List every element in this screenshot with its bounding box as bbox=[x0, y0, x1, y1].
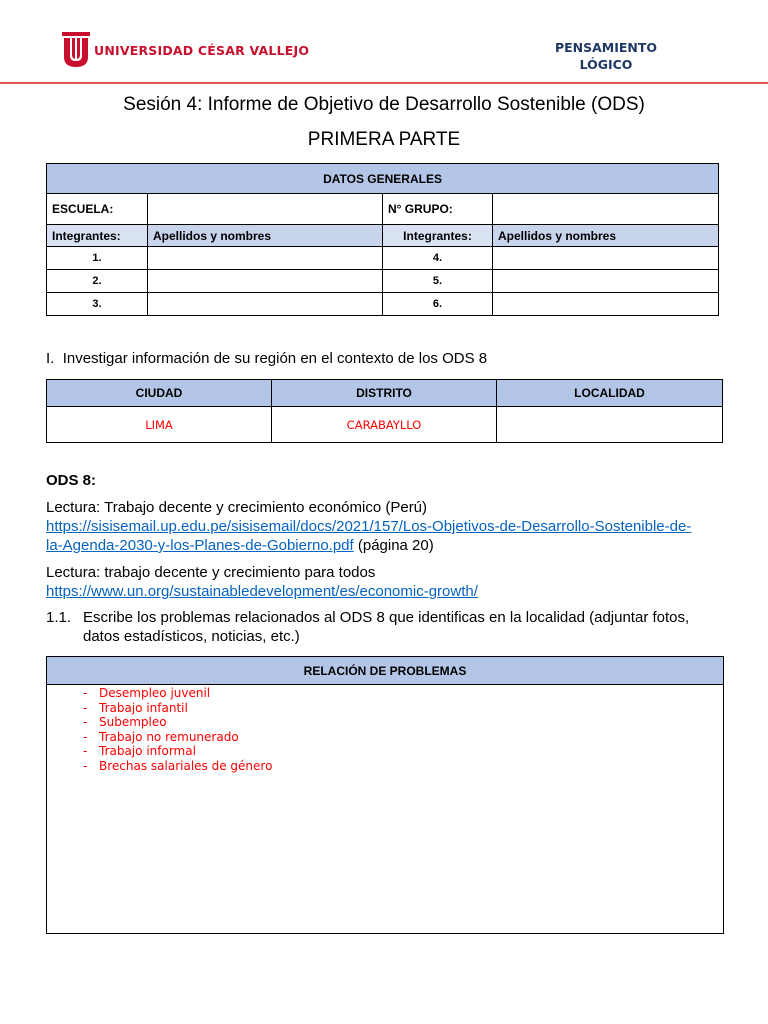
datos-generales-header: DATOS GENERALES bbox=[47, 164, 719, 194]
course-name-line1: PENSAMIENTO bbox=[554, 40, 658, 55]
list-item: - Trabajo informal bbox=[83, 744, 196, 758]
section-1-numeral: I. bbox=[46, 350, 55, 367]
member-name-field[interactable] bbox=[148, 270, 383, 293]
lectura-1-link[interactable]: https://sisisemail.up.edu.pe/sisisemail/docs/2021/157/Los-Objetivos-de-Desarrollo-Sostenible-de- bbox=[46, 518, 692, 535]
list-item: - Trabajo infantil bbox=[83, 700, 188, 715]
ciudad-value[interactable]: LIMA bbox=[47, 407, 272, 443]
list-item: - Subempleo bbox=[83, 715, 167, 729]
lectura-2-link[interactable]: https://www.un.org/sustainabledevelopment/es/economic-growth/ bbox=[46, 583, 478, 600]
ciudad-header: CIUDAD bbox=[47, 380, 272, 407]
escuela-label: ESCUELA: bbox=[47, 194, 148, 225]
member-number: 4. bbox=[383, 247, 493, 270]
member-number: 3. bbox=[47, 293, 148, 316]
apellidos-label-right: Apellidos y nombres bbox=[493, 225, 719, 247]
lectura-1-title: Lectura: Trabajo decente y crecimiento económico (Perú) bbox=[46, 499, 428, 516]
university-logo bbox=[62, 32, 309, 68]
member-number: 6. bbox=[383, 293, 493, 316]
document-title: Sesión 4: Informe de Objetivo de Desarrollo Sostenible (ODS) bbox=[123, 94, 645, 115]
ucv-logo-icon bbox=[62, 32, 90, 68]
section-1-text: Investigar información de su región en el contexto de los ODS 8 bbox=[62, 350, 488, 367]
member-name-field[interactable] bbox=[148, 293, 383, 316]
course-name-line2: LÓGICO bbox=[579, 57, 633, 72]
course-name bbox=[536, 39, 676, 73]
ods-heading: ODS 8: bbox=[46, 472, 97, 489]
table-row bbox=[47, 247, 719, 270]
distrito-value[interactable]: CARABAYLLO bbox=[272, 407, 497, 443]
problems-header: RELACIÓN DE PROBLEMAS bbox=[47, 657, 724, 685]
grupo-field[interactable] bbox=[493, 194, 719, 225]
member-name-field[interactable] bbox=[493, 247, 719, 270]
table-row bbox=[47, 293, 719, 316]
section-1-heading bbox=[46, 349, 487, 368]
lectura-2-title: Lectura: trabajo decente y crecimiento para todos bbox=[46, 564, 376, 581]
question-text-cont: datos estadísticos, noticias, etc.) bbox=[83, 628, 300, 645]
lectura-1-page: (página 20) bbox=[353, 537, 434, 554]
university-name: UNIVERSIDAD CÉSAR VALLEJO bbox=[94, 42, 310, 58]
question-text: Escribe los problemas relacionados al ODS 8 que identificas en la localidad (adjuntar fotos, bbox=[83, 609, 690, 626]
list-item: - Brechas salariales de género bbox=[83, 758, 273, 773]
region-table bbox=[46, 379, 723, 443]
document-subtitle: PRIMERA PARTE bbox=[307, 129, 461, 150]
problems-list bbox=[83, 686, 718, 773]
list-item: - Desempleo juvenil bbox=[83, 686, 211, 700]
problems-table bbox=[46, 656, 724, 934]
problems-body[interactable] bbox=[47, 685, 724, 934]
grupo-label: N° GRUPO: bbox=[383, 194, 493, 225]
member-name-field[interactable] bbox=[493, 270, 719, 293]
member-name-field[interactable] bbox=[148, 247, 383, 270]
question-number: 1.1. bbox=[46, 609, 72, 626]
distrito-header: DISTRITO bbox=[272, 380, 497, 407]
question-1-1 bbox=[46, 608, 726, 646]
page-header bbox=[0, 0, 768, 84]
integrantes-label-left: Integrantes: bbox=[47, 225, 148, 247]
datos-generales-table bbox=[46, 163, 719, 316]
lectura-2 bbox=[46, 563, 478, 601]
member-number: 2. bbox=[47, 270, 148, 293]
apellidos-label-left: Apellidos y nombres bbox=[148, 225, 383, 247]
member-name-field[interactable] bbox=[493, 293, 719, 316]
integrantes-label-right: Integrantes: bbox=[383, 225, 493, 247]
localidad-header: LOCALIDAD bbox=[497, 380, 723, 407]
member-number: 5. bbox=[383, 270, 493, 293]
member-number: 1. bbox=[47, 247, 148, 270]
escuela-field[interactable] bbox=[148, 194, 383, 225]
table-row bbox=[47, 270, 719, 293]
header-divider bbox=[0, 82, 768, 84]
lectura-1 bbox=[46, 498, 691, 555]
lectura-1-link-cont[interactable]: la-Agenda-2030-y-los-Planes-de-Gobierno.pdf bbox=[46, 537, 354, 554]
list-item: - Trabajo no remunerado bbox=[83, 729, 239, 744]
localidad-value[interactable] bbox=[497, 407, 723, 443]
